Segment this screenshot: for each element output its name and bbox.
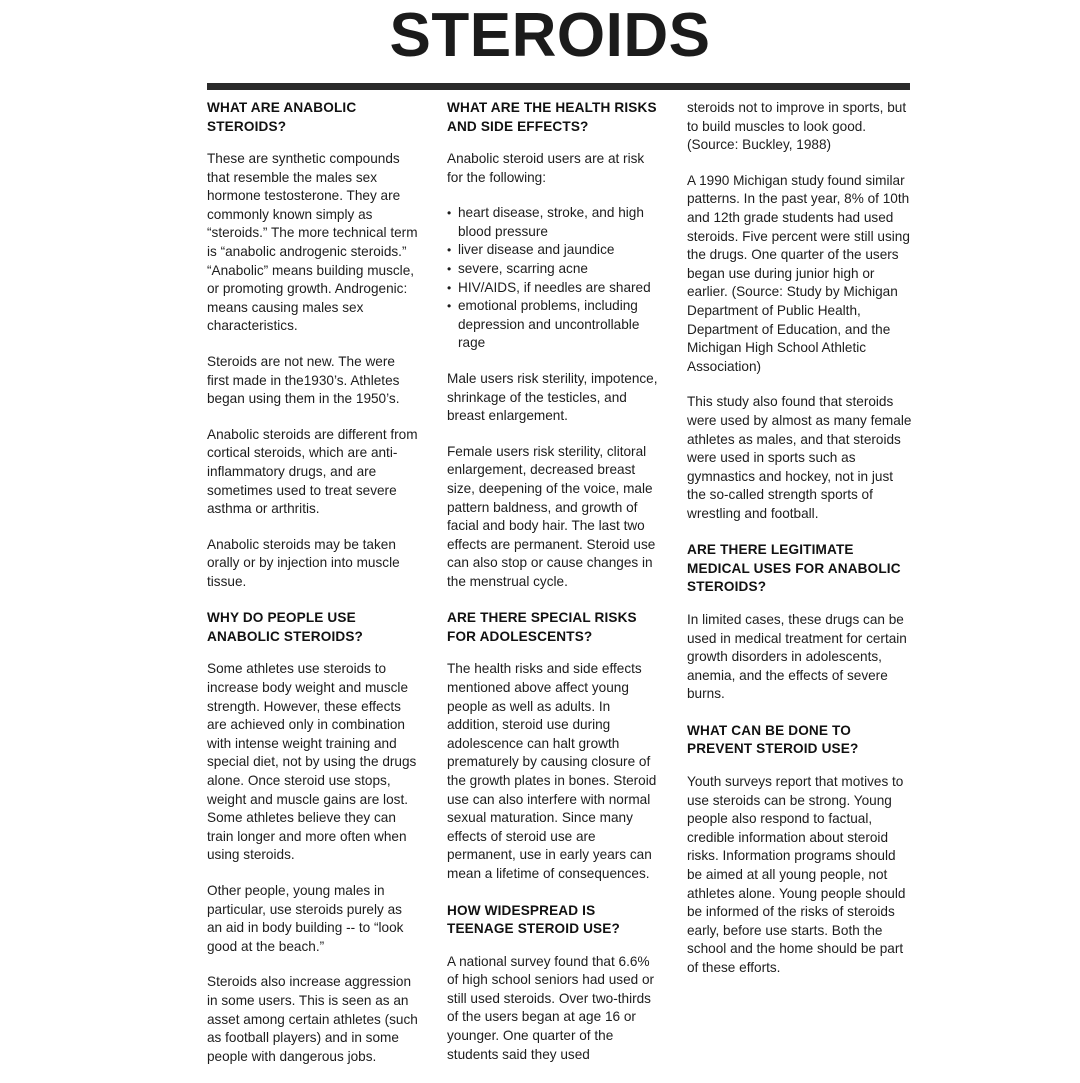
- section-heading: WHY DO PEOPLE USE ANABOLIC STEROIDS?: [207, 610, 364, 644]
- bullet-item: • heart disease, stroke, and high blood pressure: [447, 204, 659, 241]
- body-paragraph: The health risks and side effects mentioned above affect young people as well as adults. In addition, steroid use during adolescence can halt growth prematurely by causing closure of the growth plates in bones. Steroid use can also interfere with normal sexual maturation. Since many effects of steroid use are permanent, use in early years can mean a lifetime of consequences.: [447, 661, 657, 881]
- section-heading: WHAT ARE THE HEALTH RISKS AND SIDE EFFECTS?: [447, 100, 657, 134]
- body-paragraph: In limited cases, these drugs can be used in medical treatment for certain growth disorders in adolescents, anemia, and the effects of severe burns.: [687, 611, 907, 702]
- body-paragraph: This study also found that steroids were used by almost as many female athletes as males, and that steroids were used in sports such as gymnastics and hockey, not in just the so-called strength sports of wrestling and football.: [687, 394, 912, 521]
- body-paragraph: A 1990 Michigan study found similar patterns. In the past year, 8% of 10th and 12th grade students had used steroids. Five percent were still using the drugs. One quarter of the users began use during junior high or earlier. (Source: Study by Michigan Department of Public Health, Department of Education, and the Michigan High School Athletic Association): [687, 172, 910, 374]
- body-paragraph: Anabolic steroids are different from cortical steroids, which are anti-inflammatory drugs, and are sometimes used to treat severe asthma or arthritis.: [207, 426, 418, 517]
- column-2: [447, 99, 687, 1081]
- body-paragraph: Female users risk sterility, clitoral enlargement, decreased breast size, deepening of the voice, male pattern baldness, and growth of facial and body hair. The last two effects are permanent. Steroid use can also stop or cause changes in the menstrual cycle.: [447, 443, 656, 589]
- bullet-item: • HIV/AIDS, if needles are shared: [447, 279, 659, 298]
- body-paragraph: A national survey found that 6.6% of high school seniors had used or still used steroids. Over two-thirds of the users began at age 16 or younger. One quarter of the students said they used: [447, 953, 655, 1062]
- body-paragraph: Male users risk sterility, impotence, shrinkage of the testicles, and breast enlargement.: [447, 370, 658, 424]
- section-heading: HOW WIDESPREAD IS TEENAGE STEROID USE?: [447, 902, 620, 937]
- bullet-item: • severe, scarring acne: [447, 260, 659, 279]
- body-paragraph: Other people, young males in particular, use steroids purely as an aid in body building -- to “look good at the beach.”: [207, 883, 404, 954]
- body-paragraph: Steroids are not new. The were first made in the1930’s. Athletes began using them in the 1950’s.: [207, 353, 400, 407]
- body-paragraph: Steroids also increase aggression in some users. This is seen as an asset among certain athletes (such as football players) and in some people with dangerous jobs.: [207, 974, 418, 1064]
- risk-bullet-list: [447, 204, 659, 353]
- section-heading: WHAT ARE ANABOLIC STEROIDS?: [207, 100, 357, 134]
- page-title: STEROIDS: [389, 1, 711, 70]
- body-paragraph: steroids not to improve in sports, but to build muscles to look good. (Source: Buckley, 1988): [687, 100, 907, 153]
- body-paragraph: Anabolic steroid users are at risk for the following:: [447, 151, 645, 185]
- section-heading: ARE THERE SPECIAL RISKS FOR ADOLESCENTS?: [447, 610, 637, 644]
- article-columns: [207, 99, 913, 1083]
- body-paragraph: Some athletes use steroids to increase body weight and muscle strength. However, these effects are achieved only in combination with intense weight training and special diet, not by using the drugs alone. Once steroid use stops, weight and muscle gains are lost. Some athletes believe they can train longer and more often when using steroids.: [207, 661, 417, 863]
- body-paragraph: These are synthetic compounds that resemble the males sex hormone testosterone. They are commonly known simply as “steroids.” The more technical term is “anabolic androgenic steroids.” “Anabolic” means building muscle, or promoting growth. Androgenic: means causing males sex characteristics.: [207, 151, 418, 334]
- column-1: [207, 99, 447, 1083]
- column-3: [687, 99, 913, 994]
- bullet-item: • liver disease and jaundice: [447, 241, 659, 260]
- title-divider: [207, 83, 910, 90]
- bullet-item: • emotional problems, including depression and uncontrollable rage: [447, 297, 659, 353]
- section-heading: ARE THERE LEGITIMATE MEDICAL USES FOR ANABOLIC STEROIDS?: [687, 542, 901, 595]
- body-paragraph: Anabolic steroids may be taken orally or by injection into muscle tissue.: [207, 536, 400, 589]
- body-paragraph: Youth surveys report that motives to use steroids can be strong. Young people also respond to factual, credible information about steroid risks. Information programs should be aimed at all young people, not athletes alone. Young people should be informed of the risks of steroids early, before use starts. Both the school and the home should be part of these efforts.: [687, 773, 906, 975]
- section-heading: WHAT CAN BE DONE TO PREVENT STEROID USE?: [687, 722, 859, 757]
